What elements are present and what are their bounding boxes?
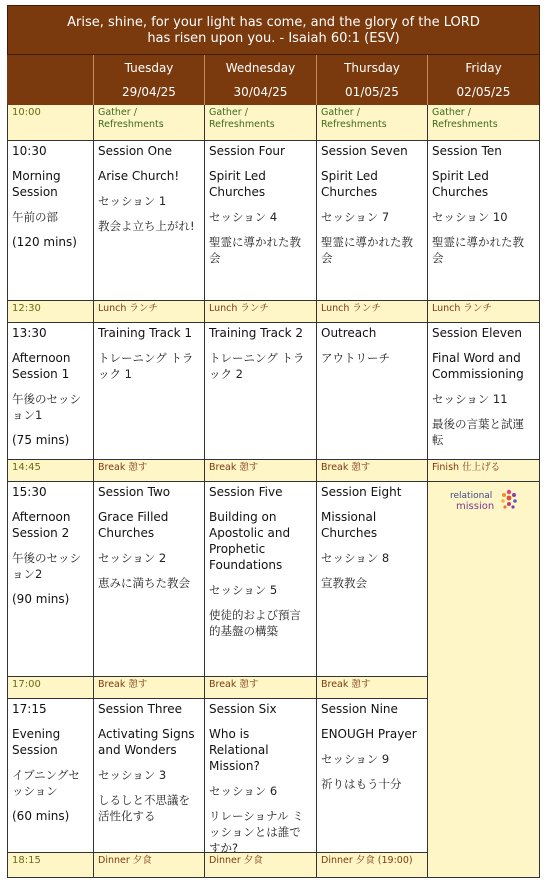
gather-label: Gather / Refreshments [321, 107, 387, 130]
session-cell [205, 323, 317, 460]
session-title-jp: トレーニング トラック 1 [98, 351, 194, 381]
break-cell [94, 460, 205, 482]
time-cell [7, 105, 94, 141]
break-label: Break 憩す [98, 462, 148, 473]
break-label: Break 憩す [209, 679, 259, 690]
day-header-tuesday [94, 55, 205, 105]
session-title: Training Track 1 [98, 326, 193, 340]
dinner-label: Dinner 夕食 [209, 855, 263, 866]
day-name: Thursday [344, 61, 400, 75]
time-label: 10:00 [12, 107, 41, 118]
scripture-line-1: Arise, shine, for your light has come, and the glory of the LORD [67, 15, 480, 30]
session-theme: Grace Filled Churches [98, 510, 169, 540]
lunch-cell [94, 301, 205, 323]
lunch-label: Lunch ランチ [432, 303, 492, 314]
session-cell [94, 482, 205, 677]
break-label: Break 憩す [98, 679, 148, 690]
day-name: Tuesday [124, 61, 174, 75]
afternoon2-time-cell [7, 482, 94, 677]
session-title: Session Eleven [432, 326, 522, 340]
session-theme: ENOUGH Prayer [321, 727, 417, 741]
time-label: 14:45 [12, 462, 41, 473]
break-cell [317, 460, 428, 482]
session-theme-jp: 最後の言葉と試運転 [432, 417, 524, 447]
break-label: Break 憩す [209, 462, 259, 473]
break-label: Break 憩す [321, 679, 371, 690]
break-label: Break 憩す [321, 462, 371, 473]
gather-cell [94, 105, 205, 141]
day-date: 01/05/25 [345, 85, 399, 99]
day-date: 30/04/25 [233, 85, 288, 99]
break-cell [205, 460, 317, 482]
friday-empty-block [428, 482, 540, 878]
session-duration: (90 mins) [12, 592, 70, 606]
session-title-jp: セッション 1 [98, 194, 167, 208]
session-title: Session Ten [432, 144, 502, 158]
dinner-label: Dinner 夕食 (19:00) [321, 855, 413, 866]
logo-text-line1: relational [450, 491, 493, 501]
session-cell [317, 482, 428, 677]
session-name: Evening Session [12, 727, 61, 757]
session-theme: Missional Churches [321, 510, 378, 540]
time-cell [7, 460, 94, 482]
session-cell [94, 141, 205, 301]
session-cell [428, 141, 540, 301]
session-theme: Activating Signs and Wonders [98, 727, 195, 757]
session-name-jp: 午前の部 [12, 210, 58, 224]
session-theme: Who is Relational Mission? [209, 727, 269, 773]
session-cell [428, 323, 540, 460]
session-theme-jp: 宣教教会 [321, 576, 367, 590]
lunch-label: Lunch ランチ [321, 303, 381, 314]
session-cell [205, 699, 317, 853]
session-title-jp: セッション 3 [98, 768, 167, 782]
gather-cell [428, 105, 540, 141]
scripture-line-2: has risen upon you. - Isaiah 60:1 (ESV) [147, 31, 400, 46]
session-theme: Spirit Led Churches [432, 169, 489, 199]
session-name-jp: イブニングセッション [12, 768, 80, 798]
session-cell [317, 323, 428, 460]
session-title-jp: セッション 8 [321, 551, 390, 565]
session-title-jp: セッション 6 [209, 784, 278, 798]
session-theme-jp: 聖霊に導かれた教会 [321, 235, 413, 265]
lunch-label: Lunch ランチ [98, 303, 158, 314]
evening-time-cell [7, 699, 94, 853]
session-title: Session Five [209, 485, 283, 499]
session-theme: Spirit Led Churches [209, 169, 266, 199]
gather-label: Gather / Refreshments [432, 107, 498, 130]
session-theme-jp: 使徒的および預言的基盤の構築 [209, 608, 301, 638]
session-theme-jp: 聖霊に導かれた教会 [209, 235, 301, 265]
session-title: Training Track 2 [209, 326, 304, 340]
session-cell [94, 323, 205, 460]
session-theme: Arise Church! [98, 169, 180, 183]
day-date: 29/04/25 [122, 85, 176, 99]
session-cell [205, 141, 317, 301]
lunch-cell [317, 301, 428, 323]
session-cell [317, 699, 428, 853]
lunch-label: Lunch ランチ [209, 303, 269, 314]
time-cell [7, 853, 94, 878]
session-name: Afternoon Session 2 [12, 510, 71, 540]
gather-cell [317, 105, 428, 141]
dinner-cell [205, 853, 317, 878]
gather-label: Gather / Refreshments [98, 107, 164, 130]
session-name-jp: 午後のセッション2 [12, 551, 81, 581]
session-theme-jp: 教会よ立ち上がれ! [98, 219, 195, 233]
afternoon1-time-cell [7, 323, 94, 460]
session-theme-jp: しるしと不思議を活性化する [98, 793, 190, 823]
logo-mark-icon [499, 489, 519, 511]
day-date: 02/05/25 [456, 85, 511, 99]
session-title-jp: セッション 4 [209, 210, 278, 224]
session-title-jp: アウトリーチ [321, 351, 390, 365]
day-name: Friday [465, 61, 502, 75]
session-duration: (75 mins) [12, 433, 70, 447]
session-title-jp: セッション 5 [209, 583, 278, 597]
time-column-header [7, 55, 94, 105]
session-title: Session Two [98, 485, 171, 499]
time-cell [7, 301, 94, 323]
session-time: 15:30 [12, 485, 47, 499]
session-theme-jp: リレーショナル ミッションとは誰ですか? [209, 809, 304, 853]
day-header-wednesday [205, 55, 317, 105]
session-name: Afternoon Session 1 [12, 351, 71, 381]
session-title: Session Eight [321, 485, 402, 499]
lunch-cell [428, 301, 540, 323]
session-cell [205, 482, 317, 677]
session-time: 13:30 [12, 326, 47, 340]
morning-time-cell [7, 141, 94, 301]
session-title: Outreach [321, 326, 377, 340]
session-name-jp: 午後のセッション1 [12, 392, 81, 422]
lunch-cell [205, 301, 317, 323]
time-label: 18:15 [12, 855, 41, 866]
session-name: Morning Session [12, 169, 61, 199]
session-cell [317, 141, 428, 301]
finish-label: Finish 仕上げる [432, 462, 501, 473]
scripture-banner [7, 5, 540, 55]
session-theme-jp: 恵みに満ちた教会 [98, 576, 190, 590]
session-theme: Spirit Led Churches [321, 169, 378, 199]
dinner-cell [317, 853, 428, 878]
session-title: Session Six [209, 702, 277, 716]
session-title: Session Three [98, 702, 182, 716]
session-title-jp: セッション 7 [321, 210, 390, 224]
gather-label: Gather / Refreshments [209, 107, 275, 130]
finish-cell [428, 460, 540, 482]
time-label: 17:00 [12, 679, 41, 690]
break-cell [317, 677, 428, 699]
session-theme-jp: 祈りはもう十分 [321, 777, 402, 791]
logo-text-line2: mission [456, 501, 495, 512]
time-cell [7, 677, 94, 699]
session-duration: (60 mins) [12, 809, 70, 823]
day-header-thursday [317, 55, 428, 105]
session-title: Session Four [209, 144, 285, 158]
day-header-friday [428, 55, 540, 105]
session-theme: Final Word and Commissioning [432, 351, 524, 381]
session-title: Session Nine [321, 702, 398, 716]
session-duration: (120 mins) [12, 235, 77, 249]
session-title: Session Seven [321, 144, 408, 158]
dinner-label: Dinner 夕食 [98, 855, 152, 866]
session-title-jp: セッション 11 [432, 392, 508, 406]
session-time: 17:15 [12, 702, 47, 716]
session-theme: Building on Apostolic and Prophetic Foundations [209, 510, 291, 572]
break-cell [205, 677, 317, 699]
session-theme-jp: 聖霊に導かれた教会 [432, 235, 524, 265]
session-title: Session One [98, 144, 173, 158]
day-name: Wednesday [225, 61, 296, 75]
session-title-jp: セッション 2 [98, 551, 167, 565]
session-title-jp: トレーニング トラック 2 [209, 351, 305, 381]
gather-cell [205, 105, 317, 141]
session-title-jp: セッション 9 [321, 752, 390, 766]
dinner-cell [94, 853, 205, 878]
session-cell [94, 699, 205, 853]
break-cell [94, 677, 205, 699]
session-time: 10:30 [12, 144, 47, 158]
time-label: 12:30 [12, 303, 41, 314]
relational-mission-logo [450, 489, 520, 515]
session-title-jp: セッション 10 [432, 210, 508, 224]
